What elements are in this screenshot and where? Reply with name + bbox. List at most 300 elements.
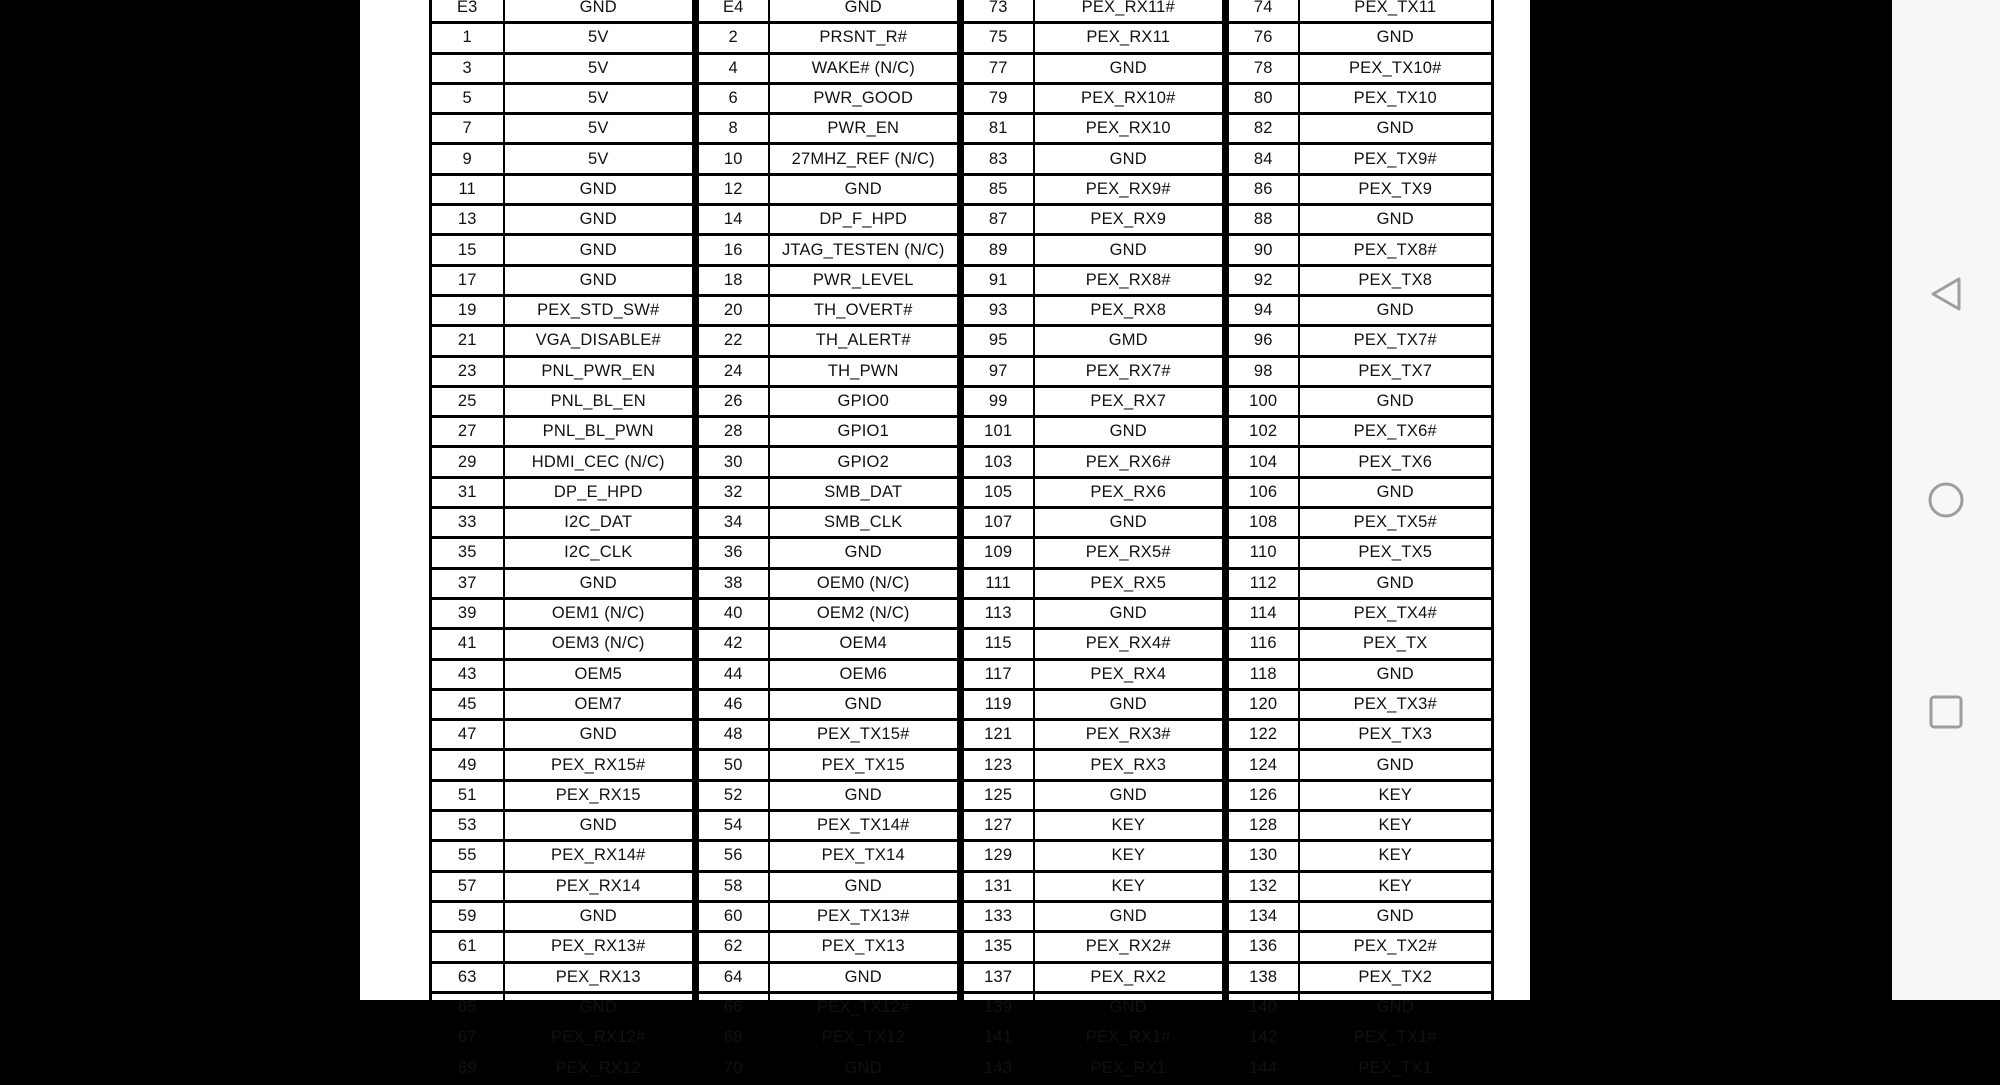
- pin-number-cell: 86: [1226, 174, 1299, 204]
- signal-name-cell: GND: [504, 0, 696, 23]
- pin-number-cell: 41: [431, 629, 504, 659]
- pin-number-cell: 68: [696, 1023, 769, 1053]
- signal-name-cell: SMB_DAT: [769, 477, 961, 507]
- pin-number-cell: 82: [1226, 114, 1299, 144]
- signal-name-cell: PEX_RX15: [504, 780, 696, 810]
- signal-name-cell: PEX_TX8#: [1299, 235, 1493, 265]
- pin-number-cell: 33: [431, 508, 504, 538]
- pin-number-cell: 91: [961, 265, 1034, 295]
- pin-number-cell: 127: [961, 811, 1034, 841]
- signal-name-cell: PEX_TX13: [769, 932, 961, 962]
- pin-number-cell: 99: [961, 386, 1034, 416]
- signal-name-cell: PEX_RX6#: [1034, 447, 1226, 477]
- pin-number-cell: 126: [1226, 780, 1299, 810]
- pin-number-cell: 106: [1226, 477, 1299, 507]
- signal-name-cell: GND: [1299, 568, 1493, 598]
- table-row: [431, 144, 1493, 174]
- pin-number-cell: 10: [696, 144, 769, 174]
- pin-number-cell: 88: [1226, 205, 1299, 235]
- signal-name-cell: PEX_TX9: [1299, 174, 1493, 204]
- pin-number-cell: 136: [1226, 932, 1299, 962]
- signal-name-cell: PEX_RX4: [1034, 659, 1226, 689]
- signal-name-cell: PEX_RX2#: [1034, 932, 1226, 962]
- pin-number-cell: 42: [696, 629, 769, 659]
- pin-number-cell: 26: [696, 386, 769, 416]
- signal-name-cell: WAKE# (N/C): [769, 53, 961, 83]
- signal-name-cell: GND: [504, 720, 696, 750]
- signal-name-cell: DP_F_HPD: [769, 205, 961, 235]
- signal-name-cell: 27MHZ_REF (N/C): [769, 144, 961, 174]
- pin-number-cell: 35: [431, 538, 504, 568]
- pin-number-cell: 141: [961, 1023, 1034, 1053]
- signal-name-cell: GND: [1299, 295, 1493, 325]
- signal-name-cell: GMD: [1034, 326, 1226, 356]
- pin-number-cell: 66: [696, 992, 769, 1022]
- signal-name-cell: PEX_TX: [1299, 629, 1493, 659]
- signal-name-cell: PEX_TX1#: [1299, 1023, 1493, 1053]
- signal-name-cell: GND: [1034, 53, 1226, 83]
- table-row: [431, 932, 1493, 962]
- signal-name-cell: OEM6: [769, 659, 961, 689]
- pin-number-cell: 93: [961, 295, 1034, 325]
- signal-name-cell: TH_PWN: [769, 356, 961, 386]
- table-row: [431, 447, 1493, 477]
- signal-name-cell: PEX_TX3#: [1299, 689, 1493, 719]
- signal-name-cell: GND: [504, 265, 696, 295]
- pin-number-cell: E4: [696, 0, 769, 23]
- pin-number-cell: 49: [431, 750, 504, 780]
- pin-number-cell: 113: [961, 598, 1034, 628]
- signal-name-cell: PNL_BL_EN: [504, 386, 696, 416]
- table-row: [431, 568, 1493, 598]
- signal-name-cell: PEX_RX12#: [504, 1023, 696, 1053]
- pin-number-cell: 67: [431, 1023, 504, 1053]
- signal-name-cell: PEX_RX1#: [1034, 1023, 1226, 1053]
- pin-number-cell: 100: [1226, 386, 1299, 416]
- pin-number-cell: 143: [961, 1053, 1034, 1083]
- pin-number-cell: 112: [1226, 568, 1299, 598]
- pin-number-cell: 14: [696, 205, 769, 235]
- pin-number-cell: 7: [431, 114, 504, 144]
- signal-name-cell: PEX_RX1: [1034, 1053, 1226, 1083]
- table-row: [431, 811, 1493, 841]
- pin-number-cell: 89: [961, 235, 1034, 265]
- pin-number-cell: 107: [961, 508, 1034, 538]
- signal-name-cell: GND: [504, 174, 696, 204]
- pin-number-cell: 81: [961, 114, 1034, 144]
- table-row: [431, 598, 1493, 628]
- signal-name-cell: GND: [1034, 144, 1226, 174]
- pin-number-cell: 70: [696, 1053, 769, 1083]
- table-row: [431, 992, 1493, 1022]
- pin-number-cell: 128: [1226, 811, 1299, 841]
- signal-name-cell: PEX_RX10#: [1034, 83, 1226, 113]
- pin-number-cell: 102: [1226, 417, 1299, 447]
- table-row: [431, 205, 1493, 235]
- pin-number-cell: 37: [431, 568, 504, 598]
- pin-number-cell: 44: [696, 659, 769, 689]
- signal-name-cell: TH_ALERT#: [769, 326, 961, 356]
- pin-number-cell: 9: [431, 144, 504, 174]
- signal-name-cell: 5V: [504, 53, 696, 83]
- signal-name-cell: PEX_TX4#: [1299, 598, 1493, 628]
- pin-number-cell: 130: [1226, 841, 1299, 871]
- pin-number-cell: 60: [696, 901, 769, 931]
- signal-name-cell: GND: [1034, 417, 1226, 447]
- signal-name-cell: GND: [1034, 508, 1226, 538]
- pin-number-cell: 65: [431, 992, 504, 1022]
- signal-name-cell: GPIO1: [769, 417, 961, 447]
- signal-name-cell: GND: [504, 992, 696, 1022]
- signal-name-cell: OEM7: [504, 689, 696, 719]
- signal-name-cell: PNL_PWR_EN: [504, 356, 696, 386]
- signal-name-cell: KEY: [1299, 871, 1493, 901]
- signal-name-cell: GND: [1034, 901, 1226, 931]
- signal-name-cell: PNL_BL_PWN: [504, 417, 696, 447]
- signal-name-cell: PEX_RX8: [1034, 295, 1226, 325]
- pin-number-cell: 119: [961, 689, 1034, 719]
- system-nav-bar: [1892, 0, 2000, 1000]
- table-row: [431, 750, 1493, 780]
- pin-number-cell: 74: [1226, 0, 1299, 23]
- pin-number-cell: 115: [961, 629, 1034, 659]
- pin-number-cell: 15: [431, 235, 504, 265]
- table-row: [431, 538, 1493, 568]
- pin-number-cell: 18: [696, 265, 769, 295]
- table-row: [431, 629, 1493, 659]
- pin-number-cell: 83: [961, 144, 1034, 174]
- pin-number-cell: 137: [961, 962, 1034, 992]
- pin-number-cell: 109: [961, 538, 1034, 568]
- signal-name-cell: GND: [504, 568, 696, 598]
- table-row: [431, 477, 1493, 507]
- signal-name-cell: PEX_RX12: [504, 1053, 696, 1083]
- table-row: [431, 780, 1493, 810]
- table-row: [431, 0, 1493, 23]
- pin-number-cell: 78: [1226, 53, 1299, 83]
- table-row: [431, 326, 1493, 356]
- signal-name-cell: PEX_TX3: [1299, 720, 1493, 750]
- pin-number-cell: 142: [1226, 1023, 1299, 1053]
- signal-name-cell: GND: [1034, 598, 1226, 628]
- signal-name-cell: PEX_TX11: [1299, 0, 1493, 23]
- table-row: [431, 83, 1493, 113]
- table-row: [431, 901, 1493, 931]
- signal-name-cell: PEX_RX10: [1034, 114, 1226, 144]
- table-row: [431, 659, 1493, 689]
- signal-name-cell: PEX_TX12: [769, 1023, 961, 1053]
- pin-number-cell: 53: [431, 811, 504, 841]
- signal-name-cell: PWR_EN: [769, 114, 961, 144]
- pin-number-cell: 28: [696, 417, 769, 447]
- pin-number-cell: 124: [1226, 750, 1299, 780]
- signal-name-cell: GND: [1299, 386, 1493, 416]
- table-row: [431, 1023, 1493, 1053]
- signal-name-cell: GND: [504, 235, 696, 265]
- pin-number-cell: 111: [961, 568, 1034, 598]
- pin-number-cell: 38: [696, 568, 769, 598]
- signal-name-cell: PEX_TX2#: [1299, 932, 1493, 962]
- table-row: [431, 356, 1493, 386]
- signal-name-cell: PEX_TX6#: [1299, 417, 1493, 447]
- signal-name-cell: GND: [769, 538, 961, 568]
- signal-name-cell: GND: [769, 1053, 961, 1083]
- pin-number-cell: 94: [1226, 295, 1299, 325]
- signal-name-cell: GND: [504, 811, 696, 841]
- signal-name-cell: PEX_TX5: [1299, 538, 1493, 568]
- signal-name-cell: I2C_DAT: [504, 508, 696, 538]
- pin-number-cell: 46: [696, 689, 769, 719]
- recents-button[interactable]: [1914, 680, 1978, 744]
- pin-number-cell: 30: [696, 447, 769, 477]
- signal-name-cell: PEX_TX13#: [769, 901, 961, 931]
- signal-name-cell: PEX_RX14: [504, 871, 696, 901]
- signal-name-cell: GND: [504, 901, 696, 931]
- pin-number-cell: 129: [961, 841, 1034, 871]
- signal-name-cell: PEX_TX15#: [769, 720, 961, 750]
- signal-name-cell: GND: [1299, 659, 1493, 689]
- pin-number-cell: 75: [961, 23, 1034, 53]
- pin-number-cell: 20: [696, 295, 769, 325]
- signal-name-cell: PEX_RX5#: [1034, 538, 1226, 568]
- signal-name-cell: GPIO0: [769, 386, 961, 416]
- pin-number-cell: 103: [961, 447, 1034, 477]
- signal-name-cell: GND: [1299, 750, 1493, 780]
- pin-number-cell: 56: [696, 841, 769, 871]
- pin-number-cell: 79: [961, 83, 1034, 113]
- pin-number-cell: 121: [961, 720, 1034, 750]
- signal-name-cell: OEM2 (N/C): [769, 598, 961, 628]
- signal-name-cell: PEX_RX11#: [1034, 0, 1226, 23]
- signal-name-cell: GND: [769, 871, 961, 901]
- signal-name-cell: GPIO2: [769, 447, 961, 477]
- signal-name-cell: GND: [1299, 23, 1493, 53]
- signal-name-cell: PEX_TX12#: [769, 992, 961, 1022]
- table-row: [431, 871, 1493, 901]
- pin-number-cell: 43: [431, 659, 504, 689]
- pin-number-cell: 29: [431, 447, 504, 477]
- pin-number-cell: 11: [431, 174, 504, 204]
- signal-name-cell: OEM1 (N/C): [504, 598, 696, 628]
- table-row: [431, 417, 1493, 447]
- pin-number-cell: 22: [696, 326, 769, 356]
- signal-name-cell: KEY: [1299, 841, 1493, 871]
- circle-home-icon: [1926, 480, 1966, 520]
- signal-name-cell: PEX_RX7: [1034, 386, 1226, 416]
- pin-number-cell: 114: [1226, 598, 1299, 628]
- table-row: [431, 720, 1493, 750]
- pin-number-cell: 24: [696, 356, 769, 386]
- pin-number-cell: 64: [696, 962, 769, 992]
- pin-number-cell: 110: [1226, 538, 1299, 568]
- pin-number-cell: 8: [696, 114, 769, 144]
- signal-name-cell: PWR_GOOD: [769, 83, 961, 113]
- back-button[interactable]: [1914, 262, 1978, 326]
- pin-number-cell: 23: [431, 356, 504, 386]
- pin-number-cell: 25: [431, 386, 504, 416]
- signal-name-cell: GND: [1299, 205, 1493, 235]
- signal-name-cell: PEX_RX11: [1034, 23, 1226, 53]
- pin-number-cell: 76: [1226, 23, 1299, 53]
- pin-number-cell: 131: [961, 871, 1034, 901]
- pin-number-cell: 95: [961, 326, 1034, 356]
- signal-name-cell: PEX_TX14#: [769, 811, 961, 841]
- signal-name-cell: GND: [1034, 780, 1226, 810]
- signal-name-cell: GND: [1034, 689, 1226, 719]
- pin-number-cell: 80: [1226, 83, 1299, 113]
- triangle-back-icon: [1926, 274, 1966, 314]
- home-button[interactable]: [1914, 468, 1978, 532]
- pin-number-cell: 36: [696, 538, 769, 568]
- signal-name-cell: 5V: [504, 23, 696, 53]
- table-row: [431, 689, 1493, 719]
- pin-number-cell: 101: [961, 417, 1034, 447]
- pin-number-cell: 40: [696, 598, 769, 628]
- signal-name-cell: PEX_TX6: [1299, 447, 1493, 477]
- signal-name-cell: 5V: [504, 144, 696, 174]
- pin-number-cell: 39: [431, 598, 504, 628]
- pin-number-cell: 117: [961, 659, 1034, 689]
- signal-name-cell: PEX_RX7#: [1034, 356, 1226, 386]
- pin-number-cell: 73: [961, 0, 1034, 23]
- signal-name-cell: GND: [504, 205, 696, 235]
- pin-number-cell: 55: [431, 841, 504, 871]
- pin-number-cell: 12: [696, 174, 769, 204]
- table-row: [431, 265, 1493, 295]
- signal-name-cell: PEX_RX3: [1034, 750, 1226, 780]
- table-row: [431, 386, 1493, 416]
- pin-number-cell: 116: [1226, 629, 1299, 659]
- pin-number-cell: 16: [696, 235, 769, 265]
- pin-number-cell: 51: [431, 780, 504, 810]
- signal-name-cell: GND: [1299, 477, 1493, 507]
- signal-name-cell: PEX_RX9: [1034, 205, 1226, 235]
- signal-name-cell: PRSNT_R#: [769, 23, 961, 53]
- pin-number-cell: 34: [696, 508, 769, 538]
- signal-name-cell: PEX_STD_SW#: [504, 295, 696, 325]
- table-row: [431, 962, 1493, 992]
- pin-number-cell: 31: [431, 477, 504, 507]
- pin-number-cell: 134: [1226, 901, 1299, 931]
- signal-name-cell: KEY: [1034, 871, 1226, 901]
- signal-name-cell: PEX_RX2: [1034, 962, 1226, 992]
- signal-name-cell: PEX_TX1: [1299, 1053, 1493, 1083]
- table-row: [431, 295, 1493, 325]
- signal-name-cell: PEX_TX8: [1299, 265, 1493, 295]
- signal-name-cell: GND: [769, 689, 961, 719]
- signal-name-cell: 5V: [504, 83, 696, 113]
- table-row: [431, 174, 1493, 204]
- pin-number-cell: 140: [1226, 992, 1299, 1022]
- pin-number-cell: 123: [961, 750, 1034, 780]
- signal-name-cell: PEX_TX5#: [1299, 508, 1493, 538]
- pin-number-cell: 125: [961, 780, 1034, 810]
- pin-number-cell: 50: [696, 750, 769, 780]
- signal-name-cell: 5V: [504, 114, 696, 144]
- table-row: [431, 841, 1493, 871]
- pin-number-cell: 92: [1226, 265, 1299, 295]
- signal-name-cell: VGA_DISABLE#: [504, 326, 696, 356]
- signal-name-cell: PEX_RX8#: [1034, 265, 1226, 295]
- pin-number-cell: E3: [431, 0, 504, 23]
- pin-number-cell: 54: [696, 811, 769, 841]
- signal-name-cell: PEX_RX14#: [504, 841, 696, 871]
- pin-number-cell: 45: [431, 689, 504, 719]
- pin-number-cell: 85: [961, 174, 1034, 204]
- pin-number-cell: 132: [1226, 871, 1299, 901]
- pin-number-cell: 59: [431, 901, 504, 931]
- pin-number-cell: 90: [1226, 235, 1299, 265]
- signal-name-cell: KEY: [1299, 780, 1493, 810]
- pin-number-cell: 47: [431, 720, 504, 750]
- pin-number-cell: 61: [431, 932, 504, 962]
- pin-number-cell: 63: [431, 962, 504, 992]
- pinout-table-body: [431, 0, 1493, 1083]
- table-row: [431, 1053, 1493, 1083]
- signal-name-cell: GND: [1299, 901, 1493, 931]
- pin-number-cell: 98: [1226, 356, 1299, 386]
- signal-name-cell: GND: [769, 962, 961, 992]
- pin-number-cell: 104: [1226, 447, 1299, 477]
- signal-name-cell: PEX_TX7: [1299, 356, 1493, 386]
- signal-name-cell: SMB_CLK: [769, 508, 961, 538]
- signal-name-cell: PEX_TX10#: [1299, 53, 1493, 83]
- pin-number-cell: 1: [431, 23, 504, 53]
- signal-name-cell: KEY: [1034, 841, 1226, 871]
- pin-number-cell: 13: [431, 205, 504, 235]
- pin-number-cell: 58: [696, 871, 769, 901]
- pin-number-cell: 105: [961, 477, 1034, 507]
- signal-name-cell: KEY: [1299, 811, 1493, 841]
- signal-name-cell: DP_E_HPD: [504, 477, 696, 507]
- signal-name-cell: HDMI_CEC (N/C): [504, 447, 696, 477]
- table-row: [431, 508, 1493, 538]
- pin-number-cell: 32: [696, 477, 769, 507]
- signal-name-cell: PEX_RX9#: [1034, 174, 1226, 204]
- signal-name-cell: PEX_TX14: [769, 841, 961, 871]
- signal-name-cell: GND: [769, 0, 961, 23]
- signal-name-cell: TH_OVERT#: [769, 295, 961, 325]
- table-row: [431, 235, 1493, 265]
- signal-name-cell: OEM0 (N/C): [769, 568, 961, 598]
- pin-number-cell: 122: [1226, 720, 1299, 750]
- pin-number-cell: 6: [696, 83, 769, 113]
- signal-name-cell: PEX_RX6: [1034, 477, 1226, 507]
- signal-name-cell: PEX_RX3#: [1034, 720, 1226, 750]
- signal-name-cell: PEX_RX15#: [504, 750, 696, 780]
- square-recents-icon: [1926, 692, 1966, 732]
- pin-number-cell: 139: [961, 992, 1034, 1022]
- signal-name-cell: GND: [1034, 992, 1226, 1022]
- pin-number-cell: 135: [961, 932, 1034, 962]
- pin-number-cell: 5: [431, 83, 504, 113]
- pin-number-cell: 144: [1226, 1053, 1299, 1083]
- pin-number-cell: 2: [696, 23, 769, 53]
- pin-number-cell: 21: [431, 326, 504, 356]
- pin-number-cell: 69: [431, 1053, 504, 1083]
- pin-number-cell: 52: [696, 780, 769, 810]
- table-row: [431, 114, 1493, 144]
- pin-number-cell: 62: [696, 932, 769, 962]
- signal-name-cell: PEX_TX7#: [1299, 326, 1493, 356]
- pin-number-cell: 138: [1226, 962, 1299, 992]
- signal-name-cell: PEX_TX10: [1299, 83, 1493, 113]
- document-page: [360, 0, 1530, 1077]
- pin-number-cell: 27: [431, 417, 504, 447]
- table-row: [431, 53, 1493, 83]
- signal-name-cell: PEX_RX4#: [1034, 629, 1226, 659]
- signal-name-cell: PEX_RX13: [504, 962, 696, 992]
